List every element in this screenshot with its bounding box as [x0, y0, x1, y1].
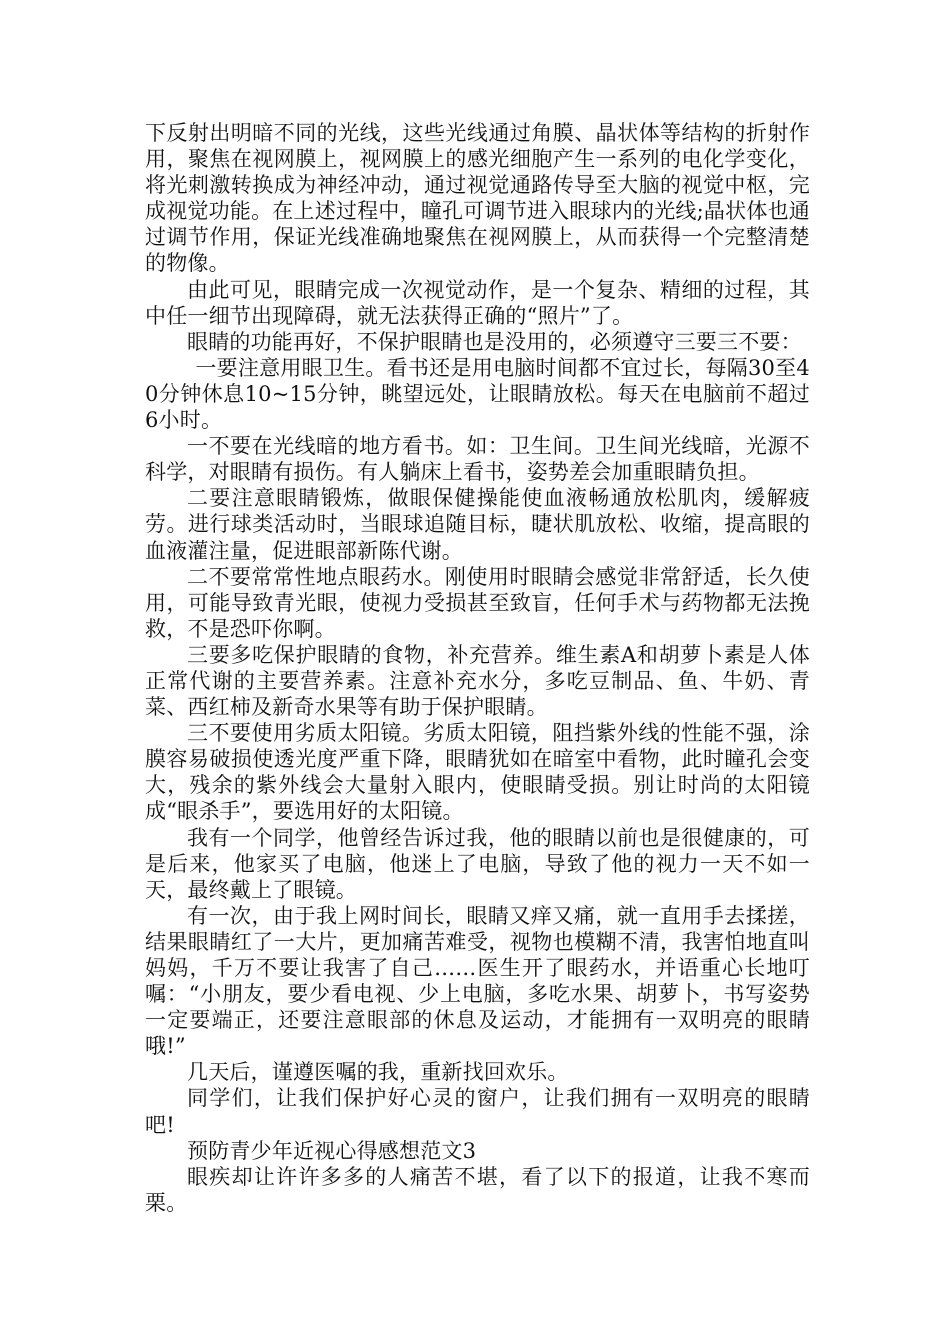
paragraph-continued: 下反射出明暗不同的光线，这些光线通过角膜、晶状体等结构的折射作用，聚焦在视网膜上，视网膜上的感光细胞产生一系列的电化学变化，将光刺激转换成为神经冲动，通过视觉通路传导至大脑的视觉中枢，完成视觉功能。在上述过程中，瞳孔可调节进入眼球内的光线;晶状体也通过调节作用，保证光线准确地聚焦在视网膜上，从而获得一个完整清楚的物像。	[145, 121, 810, 276]
paragraph: 同学们，让我们保护好心灵的窗户，让我们拥有一双明亮的眼睛吧!	[145, 1086, 810, 1137]
paragraph: 由此可见，眼睛完成一次视觉动作，是一个复杂、精细的过程，其中任一细节出现障碍，就无法获得正确的“照片”了。	[145, 277, 810, 328]
document-page	[145, 120, 810, 1216]
paragraph-rule-4: 二不要常常性地点眼药水。刚使用时眼睛会感觉非常舒适，长久使用，可能导致青光眼，使视力受损甚至致盲，任何手术与药物都无法挽救，不是恐吓你啊。	[145, 564, 810, 641]
paragraph-rule-5: 三要多吃保护眼睛的食物，补充营养。维生素A和胡萝卜素是人体正常代谢的主要营养素。注意补充水分，多吃豆制品、鱼、牛奶、青菜、西红柿及新奇水果等有助于保护眼睛。	[145, 642, 810, 720]
paragraph-rule-6: 三不要使用劣质太阳镜。劣质太阳镜，阻挡紫外线的性能不强，涂膜容易破损使透光度严重下降，眼睛犹如在暗室中看物，此时瞳孔会变大，残余的紫外线会大量射入眼内，使眼睛受损。别让时尚的太阳镜成“眼杀手”，要选用好的太阳镜。	[145, 721, 810, 824]
paragraph-rule-1: 一要注意用眼卫生。看书还是用电脑时间都不宜过长，每隔30至40分钟休息10~15分钟，眺望远处，让眼睛放松。每天在电脑前不超过6小时。	[145, 355, 810, 433]
paragraph: 几天后，谨遵医嘱的我，重新找回欢乐。	[187, 1060, 569, 1085]
paragraph-rule-3: 二要注意眼睛锻炼，做眼保健操能使血液畅通放松肌肉，缓解疲劳。进行球类活动时，当眼球追随目标，睫状肌放松、收缩，提高眼的血液灌注量，促进眼部新陈代谢。	[145, 486, 810, 563]
paragraph: 眼疾却让许许多多的人痛苦不堪，看了以下的报道，让我不寒而栗。	[145, 1164, 810, 1215]
paragraph: 我有一个同学，他曾经告诉过我，他的眼睛以前也是很健康的，可是后来，他家买了电脑，他迷上了电脑，导致了他的视力一天不如一天，最终戴上了眼镜。	[145, 825, 810, 902]
paragraph: 眼睛的功能再好，不保护眼睛也是没用的，必须遵守三要三不要：	[187, 329, 802, 354]
section-heading: 预防青少年近视心得感想范文3	[187, 1138, 477, 1163]
paragraph-rule-2: 一不要在光线暗的地方看书。如：卫生间。卫生间光线暗，光源不科学，对眼睛有损伤。有人躺床上看书，姿势差会加重眼睛负担。	[145, 434, 810, 485]
paragraph: 有一次，由于我上网时间长，眼睛又痒又痛，就一直用手去揉搓，结果眼睛红了一大片，更加痛苦难受，视物也模糊不清，我害怕地直叫妈妈，千万不要让我害了自己……医生开了眼药水，并语重心长地叮嘱：“小朋友，要少看电视、少上电脑，多吃水果、胡萝卜，书写姿势一定要端正，还要注意眼部的休息及运动，才能拥有一双明亮的眼睛哦!”	[145, 903, 810, 1059]
